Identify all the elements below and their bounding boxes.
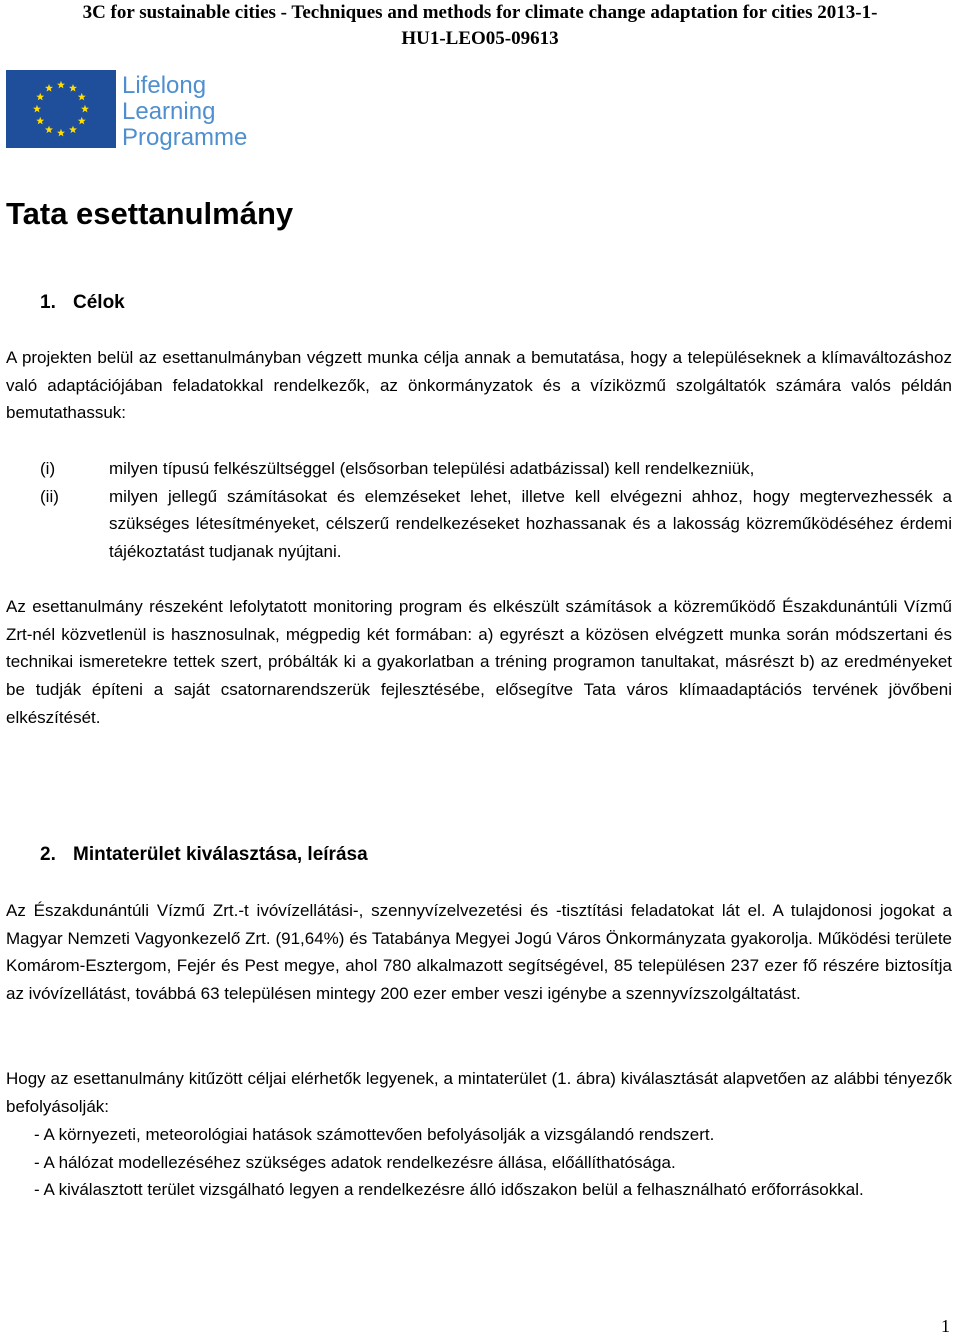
section-2-number: 2.: [40, 844, 56, 865]
section-2-paragraph-2: Hogy az esettanulmány kitűzött céljai elérhetők legyenek, a mintaterület (1. ábra) kiválasztását alapvetően az alábbi tényezők befolyásolják:: [6, 1069, 952, 1116]
logo-text-line-2: Learning: [122, 98, 216, 125]
section-1-title: Célok: [73, 292, 125, 313]
list-item: - A hálózat modellezéséhez szükséges adatok rendelkezésre állása, előállíthatósága.: [34, 1152, 676, 1172]
section-1-paragraph: Az esettanulmány részeként lefolytatott monitoring program és elkészült számítások a közreműködő Északdunántúli Vízmű Zrt-nél közvetlenül is hasznosulnak, mégpedig két formában: a) egyrészt a közösen elvégzett munka során módszertani és technikai ismeretekre tettek szert, próbálták ki a gyakorlatban a tréning programon tanultakat, másrészt b) az eredményeket be tudják építeni a saját csatornarendszerük fejlesztésébe, elősegítve Tata város klímaadaptációs tervének jövőbeni elkészítését.: [6, 597, 952, 727]
lifelong-learning-logo: [6, 70, 262, 150]
list-item: [6, 455, 952, 483]
header-title-line-1: 3C for sustainable cities - Techniques and methods for climate change adaptation for cities 2013-1-: [82, 2, 878, 23]
eu-flag-logo-graphic: [6, 70, 262, 150]
section-1-number: 1.: [40, 292, 56, 313]
list-item-text: milyen jellegű számításokat és elemzéseket lehet, illetve kell elvégezni ahhoz, hogy megtervezhessék a szükséges létesítményeket, célszerű rendelkezéseket hozhassanak és a lakosság közreműködéséhez érdemi tájékoztatást tudjanak nyújtani.: [109, 486, 952, 561]
section-2-title: Mintaterület kiválasztása, leírása: [73, 844, 368, 865]
section-1-list: [6, 455, 952, 565]
section-2-factor-list: [34, 1121, 952, 1204]
section-1-heading: [40, 291, 125, 315]
logo-text-line-1: Lifelong: [122, 72, 207, 99]
list-item: - A kiválasztott terület vizsgálható legyen a rendelkezésre álló időszakon belül a felhasználható erőforrásokkal.: [34, 1180, 864, 1200]
running-header: [0, 0, 960, 52]
list-item-marker: (ii): [40, 486, 59, 506]
section-2-heading: [40, 843, 368, 867]
list-item-text: milyen típusú felkészültséggel (elsősorban települési adatbázissal) kell rendelkezniük,: [109, 459, 755, 478]
list-item-marker: (i): [40, 459, 56, 478]
list-item: [6, 483, 952, 566]
page-number: 1: [941, 1316, 950, 1336]
document-title: Tata esettanulmány: [6, 196, 294, 231]
list-item: - A környezeti, meteorológiai hatások számottevően befolyásolják a vizsgálandó rendszert.: [34, 1125, 715, 1144]
header-title-line-2: HU1-LEO05-09613: [401, 28, 559, 49]
section-1-intro-paragraph: A projekten belül az esettanulmányban végzett munka célja annak a bemutatása, hogy a településeknek a klímaváltozáshoz való adaptációjában feladatokkal rendelkezők, az önkormányzatok és a víziközmű szolgáltatók számára valós példán bemutathassuk:: [6, 348, 952, 423]
logo-text-line-3: Programme: [122, 124, 248, 150]
section-2-paragraph-1: Az Északdunántúli Vízmű Zrt.-t ivóvízellátási-, szennyvízelvezetési és -tisztítási feladatokat lát el. A tulajdonosi jogokat a Magyar Nemzeti Vagyonkezelő Zrt. (91,64%) és Tatabánya Megyei Jogú Város Önkormányzata gyakorolja. Működési területe Komárom-Esztergom, Fejér és Pest megye, ahol 780 alkalmazott segítségével, 85 településen 237 ezer fő részére biztosítja az ivóvízellátást, továbbá 63 településen mintegy 200 ezer ember veszi igénybe a szennyvízszolgáltatást.: [6, 901, 952, 1004]
